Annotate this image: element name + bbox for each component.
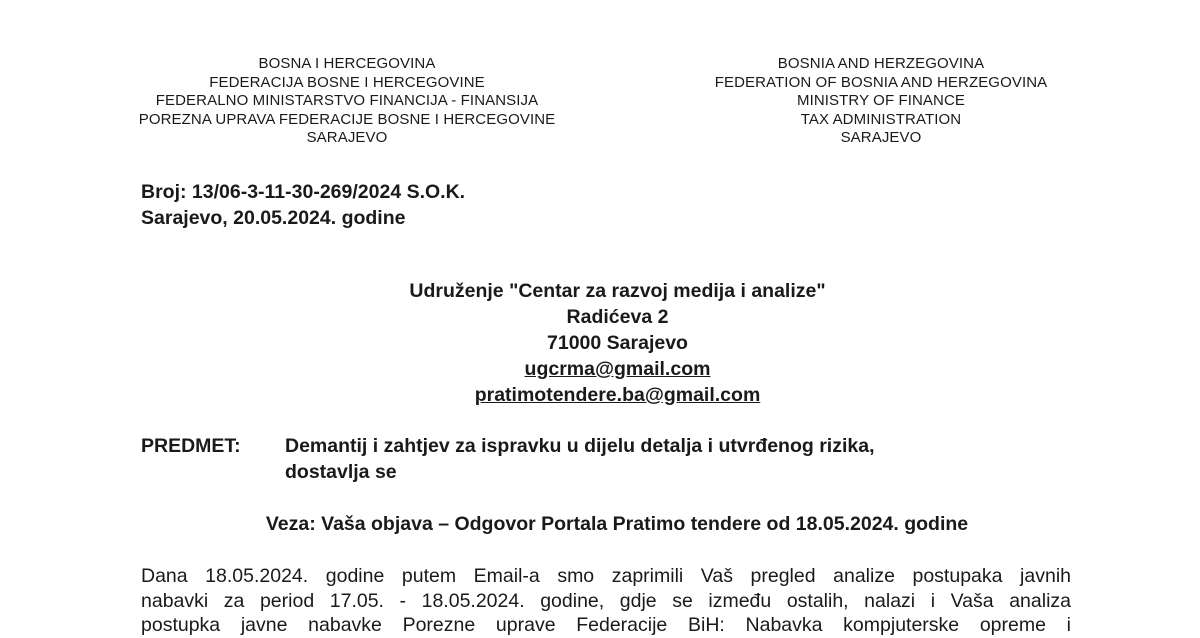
header-right-line: TAX ADMINISTRATION [800,110,962,128]
recipient-email-link[interactable]: ugcrma@gmail.com [524,358,711,380]
subject-line: Demantij i zahtjev za ispravku u dijelu detalja i utvrđenog rizika, [285,435,875,457]
header-left-line: SARAJEVO [306,129,388,146]
subject-label: PREDMET: [141,435,241,457]
recipient-name: Udruženje "Centar za razvoj medija i analize" [409,280,826,302]
header-right-line: MINISTRY OF FINANCE [796,92,966,109]
subject-text [285,433,985,485]
header-left-line: BOSNA I HERCEGOVINA [258,55,436,72]
header-right-line: SARAJEVO [840,129,922,146]
body-line: postupka javne nabavke Porezne uprave Federacije BiH: Nabavka kompjuterske opreme i [141,614,1071,636]
reference-number: Broj: 13/06-3-11-30-269/2024 S.O.K. [141,181,466,203]
header-right-line: FEDERATION OF BOSNIA AND HERZEGOVINA [714,73,1048,91]
recipient-email-link[interactable]: pratimotendere.ba@gmail.com [474,384,761,406]
header-left [113,55,581,148]
subject-line: dostavlja se [285,461,397,483]
body-line: nabavki za period 17.05. - 18.05.2024. godine, gdje se između ostalih, nalazi i Vaša analiza [141,589,1071,612]
header-left-line: FEDERACIJA BOSNE I HERCEGOVINE [209,73,485,91]
reference-link-line: Veza: Vaša objava – Odgovor Portala Pratimo tendere od 18.05.2024. godine [265,513,969,535]
place-date: Sarajevo, 20.05.2024. godine [141,207,406,229]
recipient-street: Radićeva 2 [566,306,669,328]
header-left-line: POREZNA UPRAVA FEDERACIJE BOSNE I HERCEGOVINE [138,110,556,128]
reference-block [141,179,465,231]
header-right [690,55,1072,148]
recipient-city: 71000 Sarajevo [547,332,688,354]
body-paragraph [141,564,1071,638]
recipient-address [280,278,955,408]
header-left-line: FEDERALNO MINISTARSTVO FINANCIJA - FINANSIJA [155,92,539,109]
body-line: Dana 18.05.2024. godine putem Email-a smo zaprimili Vaš pregled analize postupaka javnih [141,565,1071,587]
header-right-line: BOSNIA AND HERZEGOVINA [777,55,985,72]
